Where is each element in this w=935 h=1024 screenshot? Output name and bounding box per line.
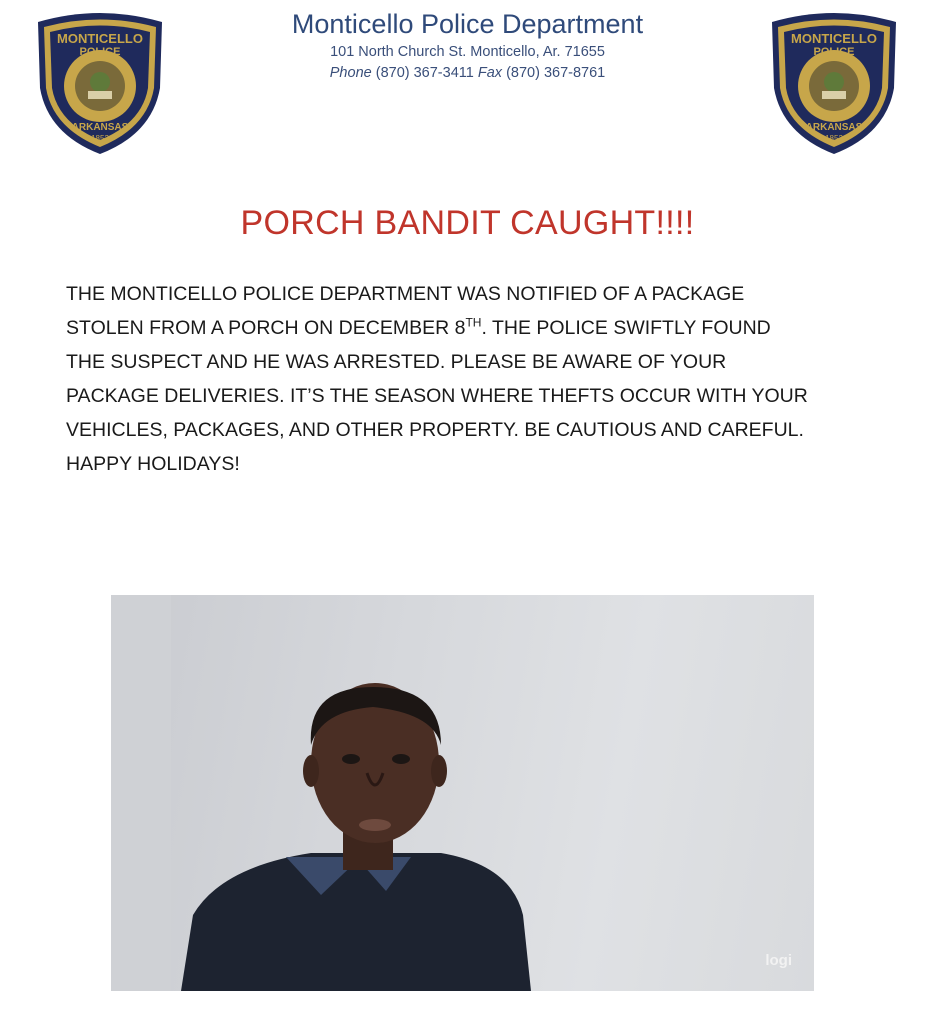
contact-line [180, 63, 755, 84]
badge-text-sub: POLICE [79, 46, 121, 58]
ordinal-suffix: TH [465, 315, 482, 330]
camera-watermark: logi [765, 952, 792, 969]
suspect-figure [111, 595, 814, 991]
announcement-body [66, 277, 856, 481]
body-line-text: . THE POLICE SWIFTLY FOUND [481, 317, 771, 339]
police-badge-right-logo [764, 8, 904, 156]
phone-number: (870) 367-3411 [375, 65, 474, 81]
badge-year: 1852 [91, 134, 109, 143]
police-badge-left-logo [30, 8, 170, 156]
badge-text-bottom: ARKANSAS [71, 122, 129, 133]
badge-text-bottom: ARKANSAS [805, 122, 863, 133]
fax-number: (870) 367-8761 [506, 65, 606, 81]
body-line-text: STOLEN FROM A PORCH ON DECEMBER 8 [66, 317, 466, 339]
fax-label: Fax [477, 65, 503, 81]
body-line: PACKAGE DELIVERIES. IT’S THE SEASON WHERE THEFTS OCCUR WITH YOUR [66, 385, 808, 407]
phone-label: Phone [329, 65, 372, 81]
headline: PORCH BANDIT CAUGHT!!!! [240, 204, 695, 242]
body-line: HAPPY HOLIDAYS! [66, 453, 240, 475]
badge-text-sub: POLICE [813, 46, 855, 58]
body-line [66, 311, 856, 345]
badge-text-top: MONTICELLO [791, 31, 877, 46]
badge-year: 1852 [825, 134, 843, 143]
department-address: 101 North Church St. Monticello, Ar. 71655 [330, 44, 605, 60]
badge-text-top: MONTICELLO [57, 31, 143, 46]
letterhead [180, 6, 755, 84]
body-line: THE MONTICELLO POLICE DEPARTMENT WAS NOTIFIED OF A PACKAGE [66, 283, 745, 305]
body-line: THE SUSPECT AND HE WAS ARRESTED. PLEASE BE AWARE OF YOUR [66, 351, 727, 373]
department-name: Monticello Police Department [291, 9, 644, 39]
suspect-mugshot-photo [111, 595, 814, 991]
body-line: VEHICLES, PACKAGES, AND OTHER PROPERTY. BE CAUTIOUS AND CAREFUL. [66, 419, 804, 441]
